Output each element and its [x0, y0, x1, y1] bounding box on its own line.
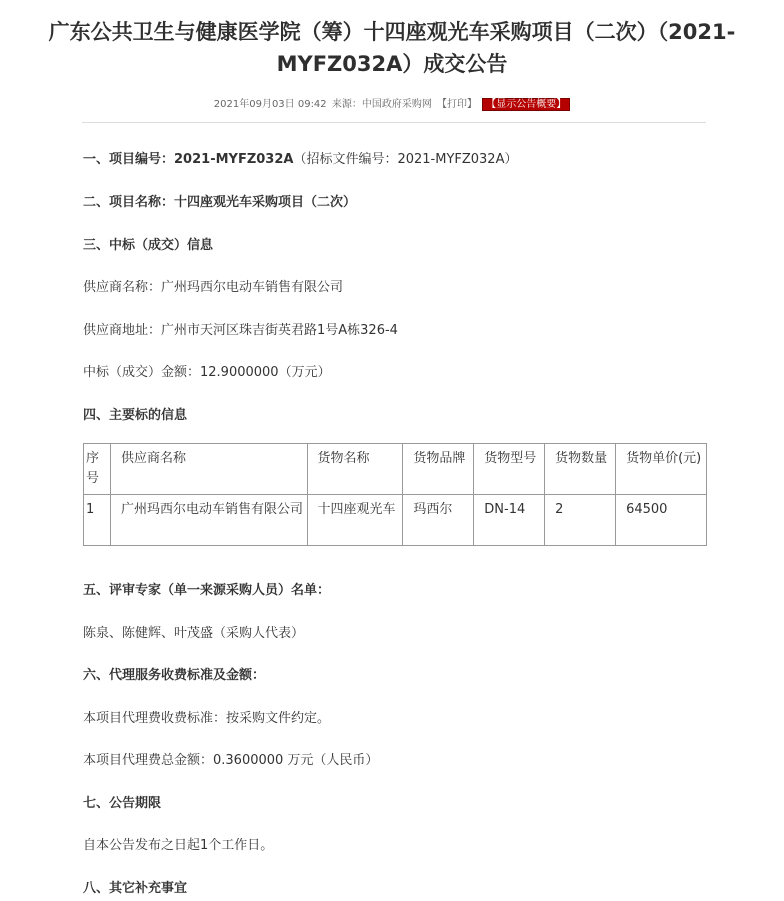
- table-header-cell: 货物单价(元): [616, 444, 707, 495]
- page-title: 广东公共卫生与健康医学院（筹）十四座观光车采购项目（二次）（2021-MYFZ032A）成交公告: [48, 20, 736, 76]
- table-header-cell: 货物品牌: [403, 444, 474, 495]
- table-cell: 64500: [616, 495, 707, 546]
- table-header-cell: 货物名称: [307, 444, 403, 495]
- table-cell: 2: [545, 495, 616, 546]
- project-number-label: 一、项目编号：: [83, 152, 175, 167]
- items-table: [83, 443, 707, 546]
- table-header-cell: 供应商名称: [110, 444, 307, 495]
- section-main-items: 四、主要标的信息: [83, 408, 188, 423]
- fee-standard: 本项目代理费收费标准：按采购文件约定。: [83, 711, 331, 726]
- article-meta: [0, 95, 784, 110]
- section-notice-period: 七、公告期限: [83, 796, 162, 811]
- table-row: [84, 495, 707, 546]
- print-link[interactable]: 【打印】: [437, 99, 478, 110]
- section-project-name: 二、项目名称：十四座观光车采购项目（二次）: [83, 195, 357, 210]
- supplier-name: 供应商名称：广州玛西尔电动车销售有限公司: [83, 280, 344, 295]
- show-summary-button[interactable]: 【显示公告概要】: [482, 98, 570, 111]
- section-experts: 五、评审专家（单一来源采购人员）名单：: [83, 583, 331, 598]
- award-amount: 中标（成交）金额：12.9000000（万元）: [83, 365, 331, 380]
- table-cell: 玛西尔: [403, 495, 474, 546]
- table-header-cell: 货物型号: [474, 444, 545, 495]
- table-header-cell: 序号: [84, 444, 111, 495]
- publish-datetime: 2021年09月03日 09:42: [213, 99, 327, 110]
- table-header-cell: 货物数量: [545, 444, 616, 495]
- project-number-value: 2021-MYFZ032A: [174, 152, 294, 167]
- table-cell: 1: [84, 495, 111, 546]
- tender-doc-number: （招标文件编号：2021-MYFZ032A）: [293, 152, 518, 167]
- table-header-row: [84, 444, 707, 495]
- table-cell: 广州玛西尔电动车销售有限公司: [110, 495, 307, 546]
- section-agency-fee: 六、代理服务收费标准及金额：: [83, 668, 266, 683]
- fee-total: 本项目代理费总金额：0.3600000 万元（人民币）: [83, 753, 379, 768]
- title-divider: [82, 122, 706, 123]
- experts-list: 陈泉、陈健辉、叶茂盛（采购人代表）: [83, 626, 305, 641]
- table-cell: DN-14: [474, 495, 545, 546]
- supplier-address: 供应商地址：广州市天河区珠吉街英君路1号A栋326-4: [83, 323, 398, 338]
- section-other-matters: 八、其它补充事宜: [83, 881, 188, 896]
- source-label: 来源：中国政府采购网: [331, 99, 432, 110]
- table-cell: 十四座观光车: [307, 495, 403, 546]
- section-project-number: [83, 148, 517, 167]
- notice-period: 自本公告发布之日起1个工作日。: [83, 838, 274, 853]
- section-award-info: 三、中标（成交）信息: [83, 238, 214, 253]
